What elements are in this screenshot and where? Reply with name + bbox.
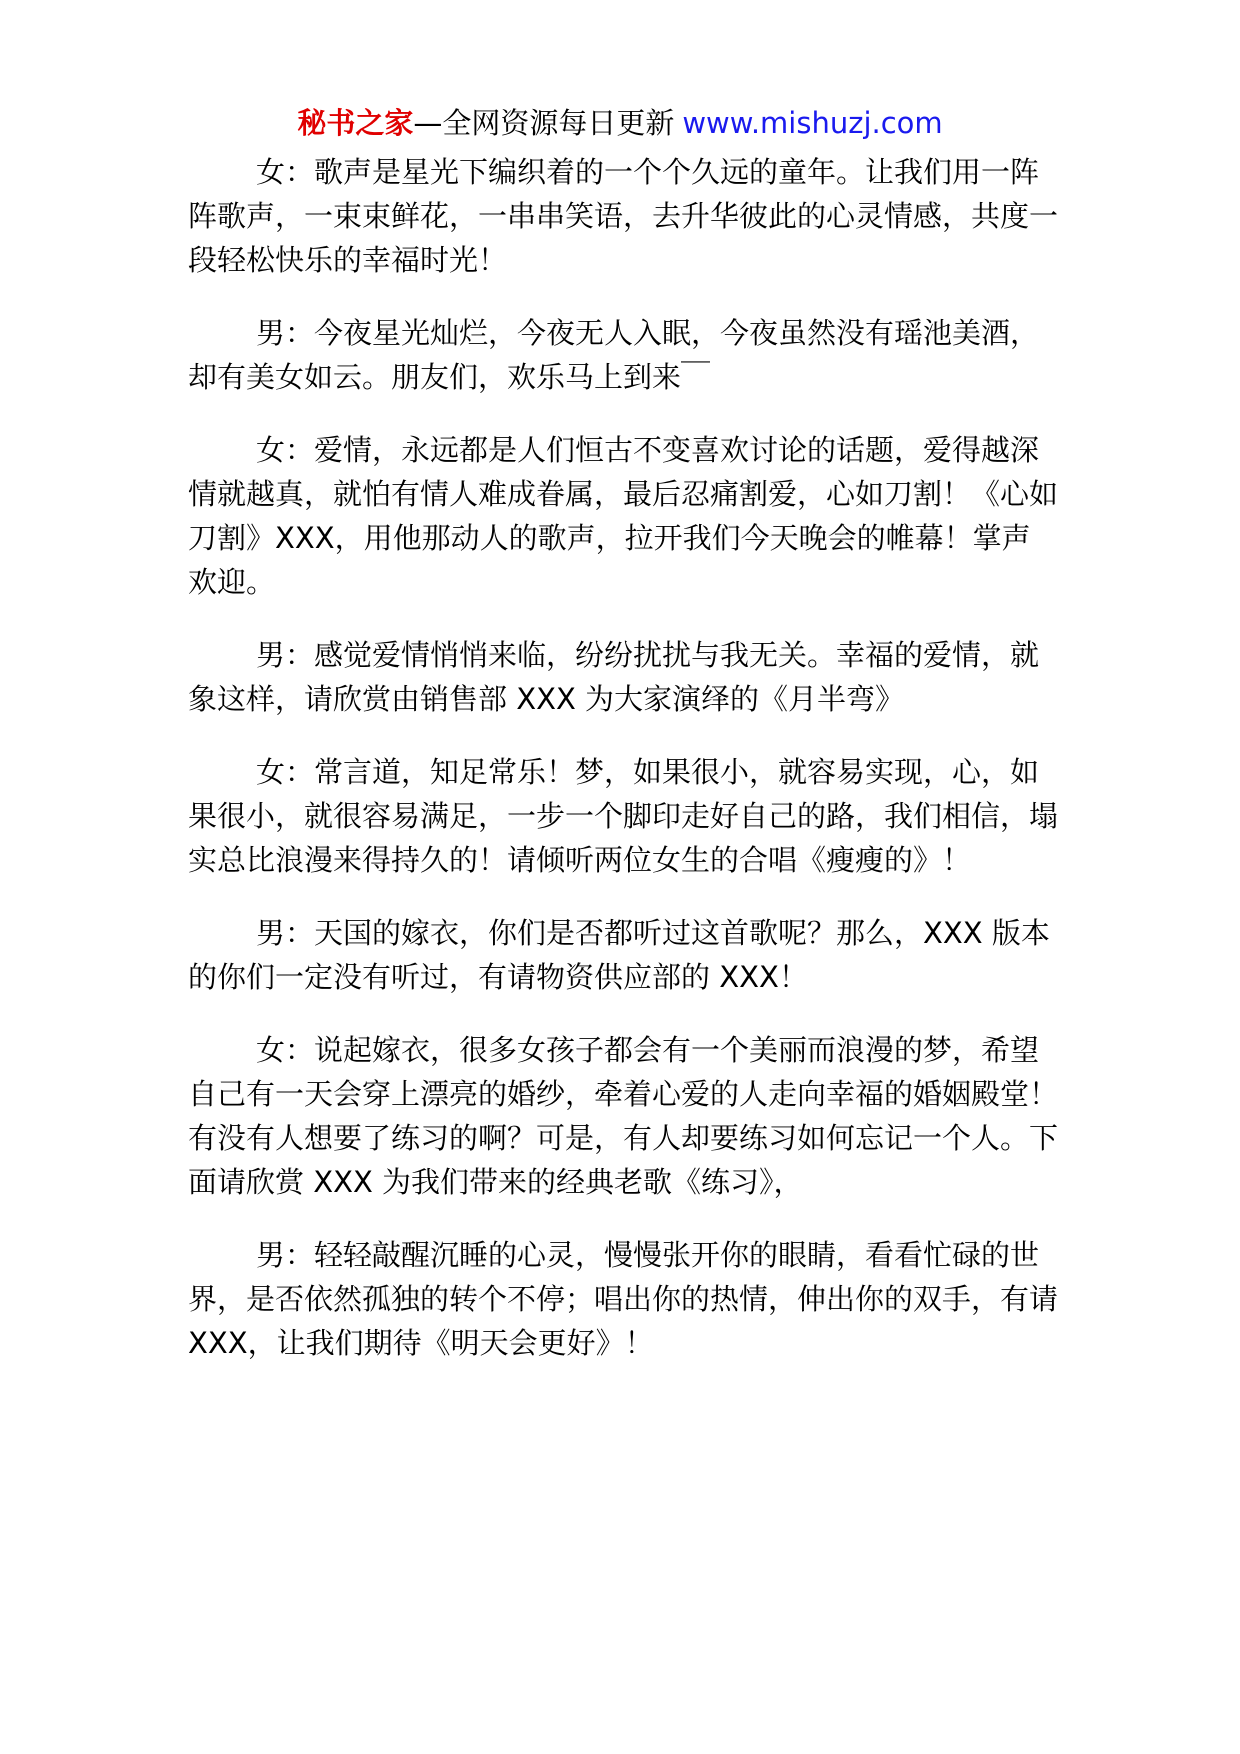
dialogue-paragraph: 男：今夜星光灿烂，今夜无人入眠，今夜虽然没有瑶池美酒，却有美女如云。朋友们，欢乐马上到来￣ bbox=[188, 316, 1040, 394]
dialogue-paragraph: 女：说起嫁衣，很多女孩子都会有一个美丽而浪漫的梦，希望自己有一天会穿上漂亮的婚纱，牵着心爱的人走向幸福的婚姻殿堂！有没有人想要了练习的啊？可是，有人却要练习如何忘记一个人。下面请欣赏 XXX 为我们带来的经典老歌《练习》， bbox=[188, 1033, 1059, 1199]
dialogue-paragraph: 女：常言道，知足常乐！梦，如果很小，就容易实现，心，如果很小，就很容易满足，一步一个脚印走好自己的路，我们相信，塌实总比浪漫来得持久的！请倾听两位女生的合唱《瘦瘦的》！ bbox=[188, 755, 1059, 877]
site-url-link[interactable]: www.mishuzj.com bbox=[682, 106, 943, 140]
dialogue-paragraph: 男：轻轻敲醒沉睡的心灵，慢慢张开你的眼睛，看看忙碌的世界，是否依然孤独的转个不停；唱出你的热情，伸出你的双手，有请 XXX，让我们期待《明天会更好》！ bbox=[188, 1238, 1059, 1360]
brand-name: 秘书之家 bbox=[297, 106, 414, 140]
dialogue-paragraph: 男：感觉爱情悄悄来临，纷纷扰扰与我无关。幸福的爱情，就象这样，请欣赏由销售部 XXX 为大家演绎的《月半弯》 bbox=[188, 638, 1040, 716]
dialogue-paragraph: 男：天国的嫁衣，你们是否都听过这首歌呢？那么，XXX 版本的你们一定没有听过，有请物资供应部的 XXX！ bbox=[188, 916, 1050, 994]
page-header bbox=[0, 100, 1240, 146]
dialogue-paragraph: 女：爱情，永远都是人们恒古不变喜欢讨论的话题，爱得越深情就越真，就怕有情人难成眷属，最后忍痛割爱，心如刀割！《心如刀割》XXX，用他那动人的歌声，拉开我们今天晚会的帷幕！掌声欢迎。 bbox=[188, 433, 1059, 599]
script-body bbox=[188, 150, 1058, 1394]
dialogue-paragraph: 女：歌声是星光下编织着的一个个久远的童年。让我们用一阵阵歌声，一束束鲜花，一串串笑语，去升华彼此的心灵情感，共度一段轻松快乐的幸福时光！ bbox=[188, 155, 1059, 277]
header-slogan: —全网资源每日更新 bbox=[413, 106, 675, 140]
